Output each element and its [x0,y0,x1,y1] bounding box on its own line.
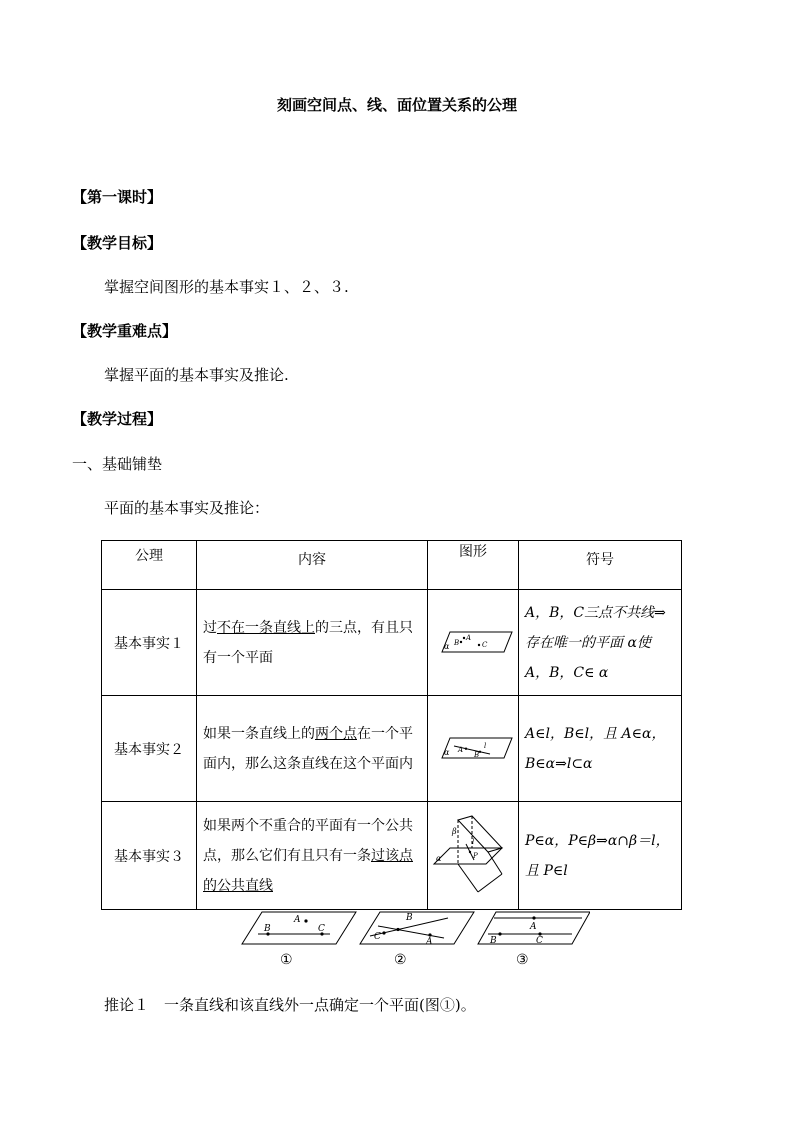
axiom-symbol: A，B，C三点不共线⇒存在唯一的平面 α使 A，B，C∈ α [519,590,682,696]
inference-figure-2 [360,912,474,947]
table-header: 图形 [428,541,519,590]
heading-keypoints: 【教学重难点】 [72,322,178,340]
heading-process: 【教学过程】 [72,410,163,428]
axiom-symbol: A∈l，B∈l，且 A∈α，B∈α⇒l⊂α [519,696,682,802]
plane-figure-1 [428,626,518,656]
keypoints-text: 掌握平面的基本事实及推论. [104,366,289,384]
svg-text:B: B [454,638,460,647]
figure-label: ② [394,952,407,968]
svg-text:α: α [444,641,450,651]
svg-text:B: B [490,936,497,946]
inference-figures [238,906,590,954]
svg-text:A: A [466,633,472,642]
axiom-content: 如果一条直线上的两个点在一个平面内，那么这条直线在这个平面内 [197,696,428,802]
figure-label: ③ [516,952,529,968]
axiom-name: 基本事实２ [102,696,197,802]
table-row [102,696,682,802]
inference-1-text: 推论１ 一条直线和该直线外一点确定一个平面(图①)。 [104,996,476,1014]
intro-text: 平面的基本事实及推论： [104,499,270,517]
section-basics: 一、基础铺垫 [72,455,163,473]
svg-text:P: P [473,851,478,860]
svg-text:β: β [452,826,457,836]
table-row [102,590,682,696]
axiom-content: 过不在一条直线上的三点，有且只有一个平面 [197,590,428,696]
two-planes-figure [428,814,518,894]
facts-table [101,540,682,910]
table-header: 符号 [519,541,682,590]
svg-text:A: A [294,915,301,925]
svg-text:B: B [264,924,271,934]
svg-text:l: l [472,837,475,846]
table-row [102,802,682,910]
axiom-symbol: P∈α，P∈β⇒α∩β＝l，且 P∈l [519,802,682,910]
heading-lesson: 【第一课时】 [72,188,163,206]
figure-label: ① [280,952,293,968]
axiom-figure [428,696,519,802]
svg-text:l: l [484,741,487,750]
svg-text:α: α [444,747,450,757]
axiom-name: 基本事实３ [102,802,197,910]
svg-text:B: B [406,913,413,923]
svg-text:A: A [426,937,433,947]
axiom-name: 基本事实１ [102,590,197,696]
svg-text:A: A [458,745,464,754]
axiom-content: 如果两个不重合的平面有一个公共点，那么它们有且只有一条过该点的公共直线 [197,802,428,910]
svg-text:B: B [474,750,480,759]
plane-figure-2 [428,732,518,762]
table-header: 内容 [197,541,428,590]
table-header-row [102,541,682,590]
svg-text:A: A [530,922,537,932]
inference-figure-3 [478,912,590,946]
axiom-figure [428,802,519,910]
objectives-text: 掌握空间图形的基本事实１、２、３. [104,278,349,296]
svg-text:C: C [318,924,325,934]
page-title: 刻画空间点、线、面位置关系的公理 [276,96,517,114]
table-header: 公理 [102,541,197,590]
svg-text:α: α [436,853,442,863]
svg-text:C: C [374,932,381,942]
axiom-figure [428,590,519,696]
inference-figure-1 [242,912,356,944]
svg-text:C: C [536,936,543,946]
svg-text:C: C [482,640,488,649]
heading-objectives: 【教学目标】 [72,234,163,252]
